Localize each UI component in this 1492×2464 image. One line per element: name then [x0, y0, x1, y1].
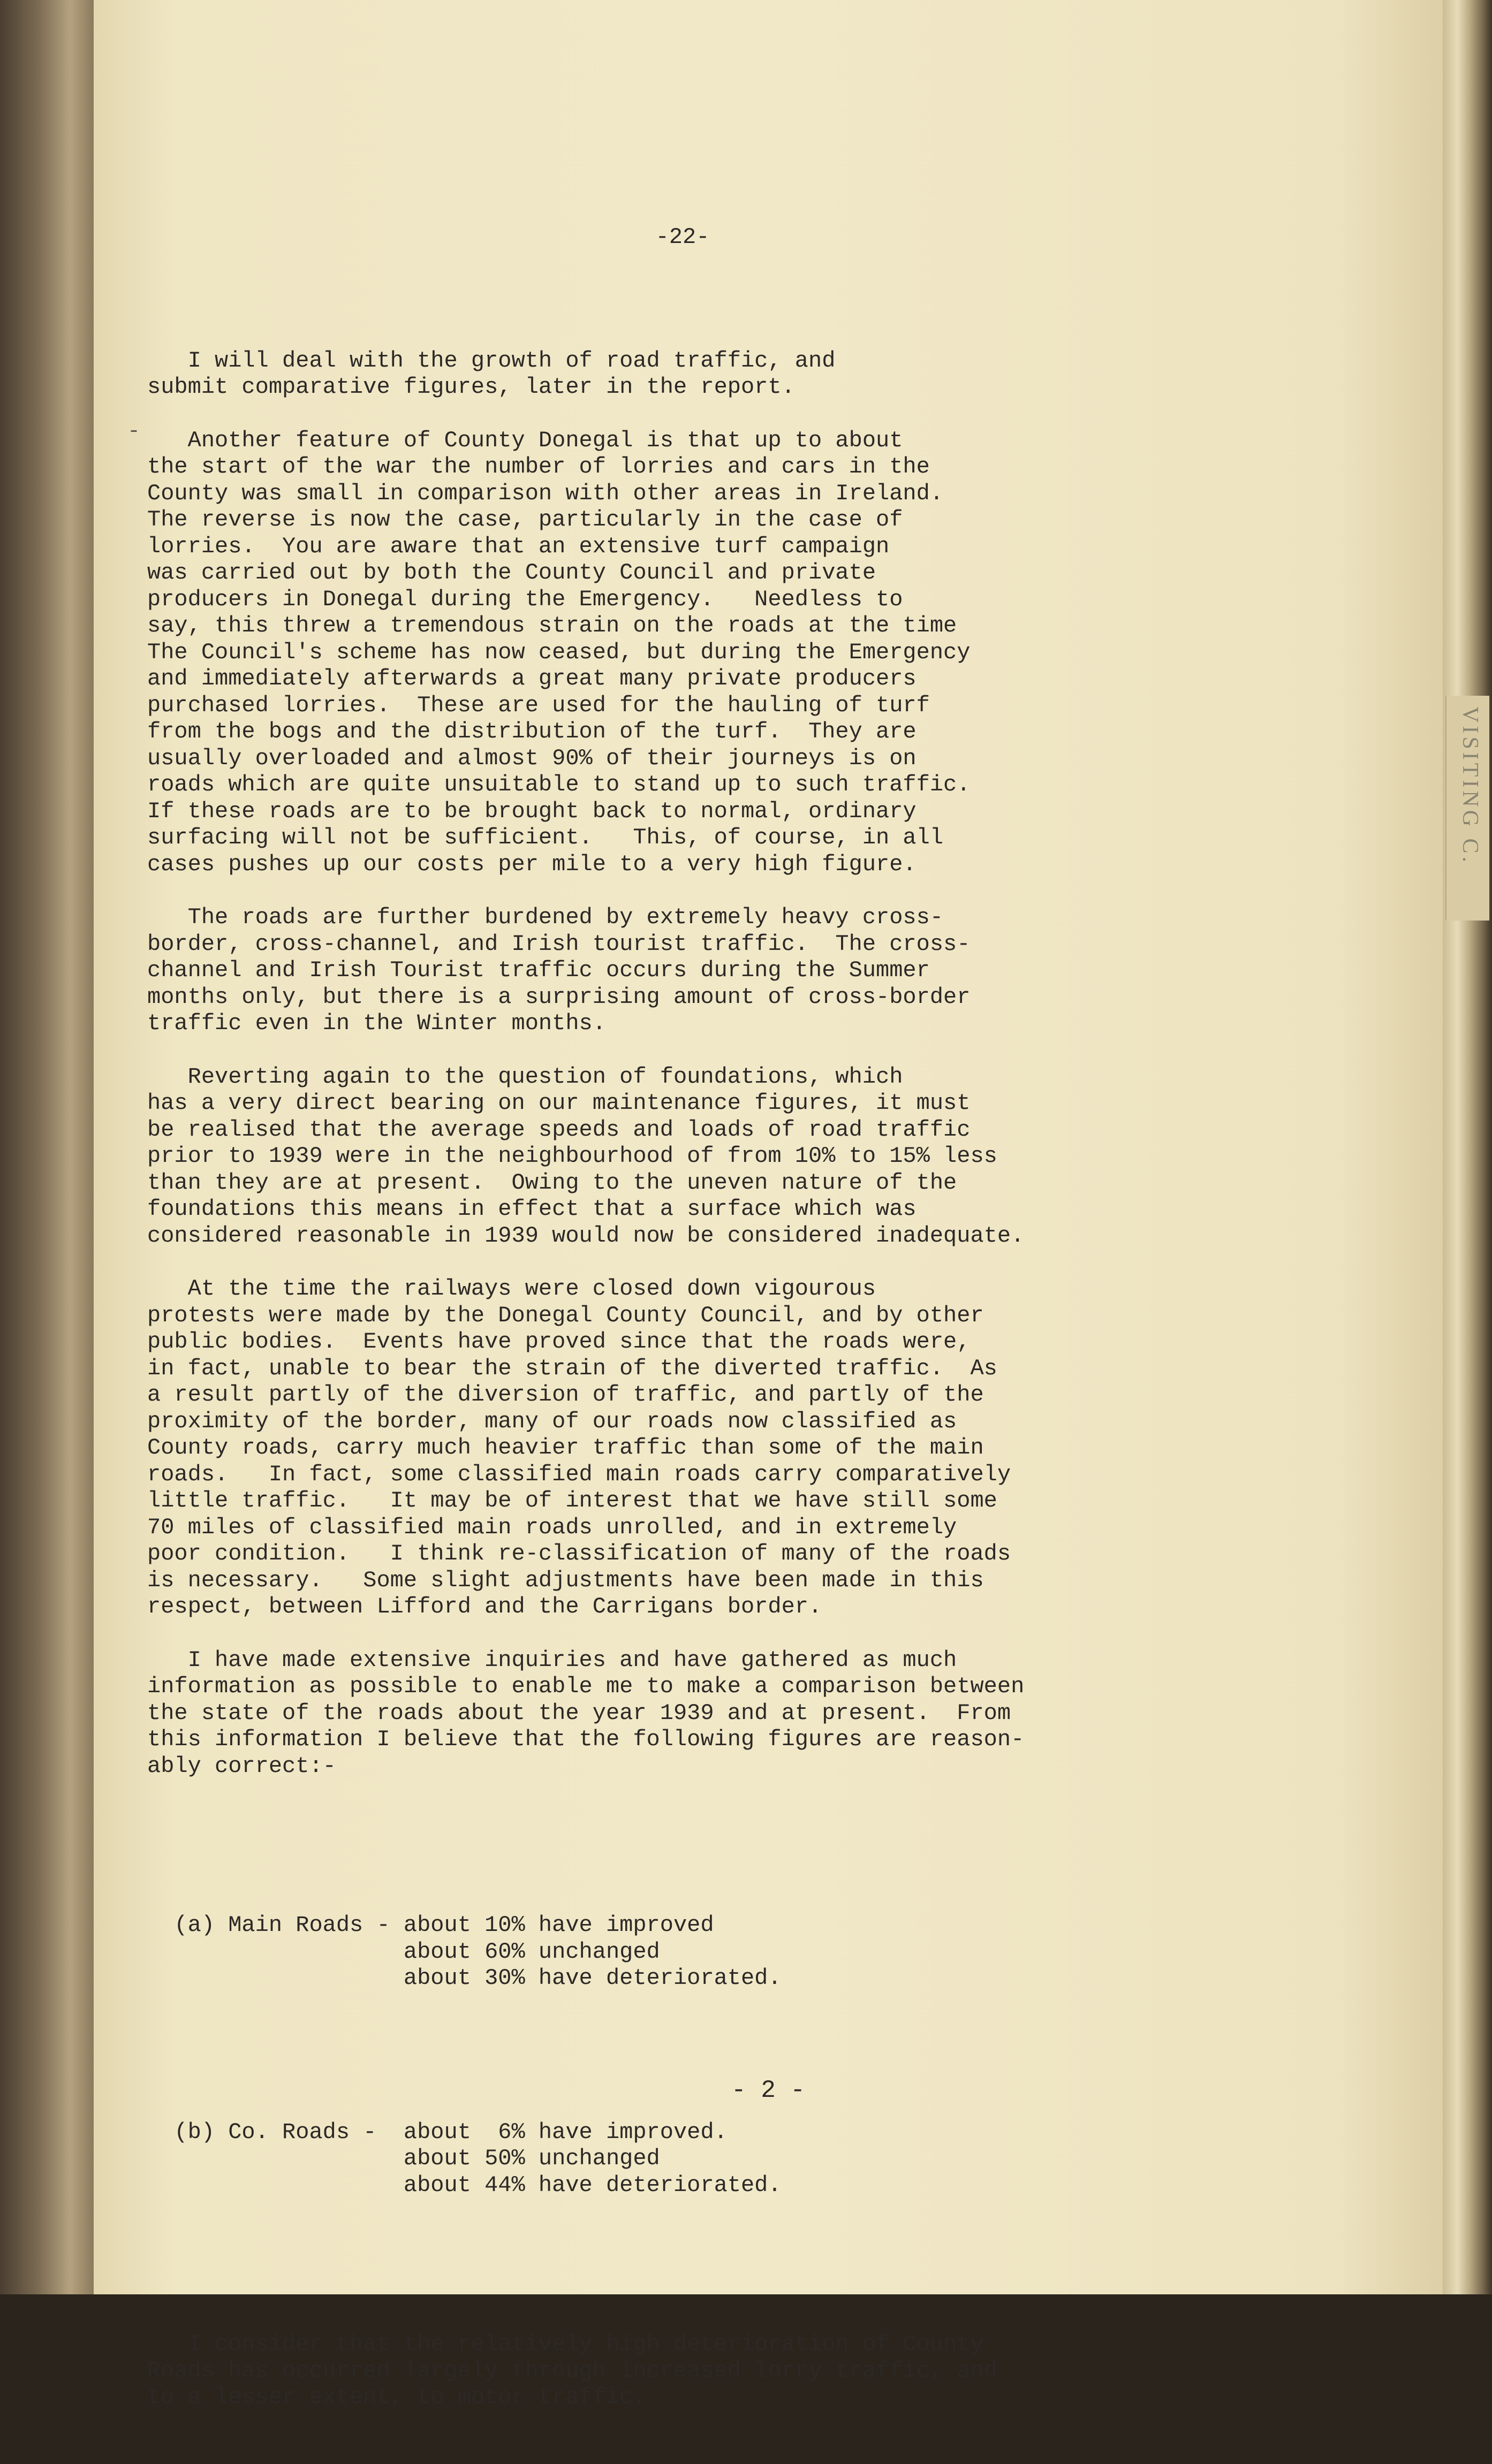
text-line: Another feature of County Donegal is that up to about	[147, 427, 903, 453]
paragraph	[147, 1064, 1218, 1250]
paragraph	[147, 348, 1218, 401]
text-line: the state of the roads about the year 1939 and at present. From	[147, 1700, 1011, 1726]
text-line: this information I believe that the following figures are reason-	[147, 1727, 1025, 1752]
text-line: If these roads are to be brought back to normal, ordinary	[147, 798, 917, 824]
list-line: about 60% unchanged	[147, 1938, 660, 1965]
text-line: I will deal with the growth of road traffic, and	[147, 347, 836, 374]
text-line: information as possible to enable me to make a comparison between	[147, 1674, 1025, 1699]
text-line: lorries. You are aware that an extensive turf campaign	[147, 533, 890, 559]
paragraph	[147, 1276, 1218, 1621]
text-line: Roads has occurred largely through increased lorry traffic, and	[147, 2357, 997, 2384]
text-line: than they are at present. Owing to the uneven nature of the	[147, 1169, 957, 1196]
text-line: and immediately afterwards a great many private producers	[147, 666, 917, 691]
text-line: At the time the railways were closed down vigourous	[147, 1276, 876, 1302]
list-line: about 30% have deteriorated.	[147, 1965, 782, 1991]
margin-mark: -	[127, 420, 141, 444]
index-tab-label: VISITING C.	[1458, 706, 1482, 865]
text-line: County was small in comparison with other areas in Ireland.	[147, 480, 944, 506]
text-line: County roads, carry much heavier traffic than some of the main	[147, 1435, 984, 1461]
text-line: be realised that the average speeds and loads of road traffic	[147, 1116, 971, 1143]
paragraph	[147, 1647, 1218, 1780]
text-line: usually overloaded and almost 90% of their journeys is on	[147, 745, 917, 771]
text-line: Reverting again to the question of foundations, which	[147, 1063, 903, 1090]
text-line: months only, but there is a surprising amount of cross-border	[147, 984, 971, 1010]
text-line: The reverse is now the case, particularly in the case of	[147, 507, 903, 533]
list-line: (a) Main Roads - about 10% have improved	[147, 1912, 714, 1938]
text-line: submit comparative figures, later in the report.	[147, 374, 795, 400]
text-line: cases pushes up our costs per mile to a very high figure.	[147, 851, 917, 877]
list-main-roads	[147, 1912, 1218, 1992]
paragraph	[147, 428, 1218, 878]
left-page-edge	[0, 0, 94, 2294]
text-line: foundations this means in effect that a surface which was	[147, 1196, 917, 1222]
text-line: poor condition. I think re-classification of many of the roads	[147, 1541, 1011, 1566]
list-line: (b) Co. Roads - about 6% have improved.	[147, 2119, 728, 2145]
footer-page-number: - 2 -	[731, 2077, 806, 2104]
text-line: from the bogs and the distribution of the turf. They are	[147, 719, 917, 744]
text-line: border, cross-channel, and Irish tourist traffic. The cross-	[147, 931, 971, 957]
text-line: producers in Donegal during the Emergency. Needless to	[147, 586, 903, 612]
text-line: respect, between Lifford and the Carrigans border.	[147, 1594, 822, 1619]
text-line: has a very direct bearing on our maintenance figures, it must	[147, 1090, 971, 1116]
text-line: considered reasonable in 1939 would now be considered inadequate.	[147, 1222, 1025, 1249]
paragraph	[147, 904, 1218, 1037]
text-line: is necessary. Some slight adjustments have been made in this	[147, 1567, 984, 1593]
text-line: I have made extensive inquiries and have gathered as much	[147, 1647, 957, 1673]
text-line: public bodies. Events have proved since that the roads were,	[147, 1329, 971, 1355]
text-line: traffic even in the Winter months.	[147, 1010, 606, 1036]
text-line: The Council's scheme has now ceased, but during the Emergency	[147, 639, 971, 665]
text-line: a result partly of the diversion of traffic, and partly of the	[147, 1382, 984, 1408]
text-line: proximity of the border, many of our roads now classified as	[147, 1408, 957, 1434]
text-line: ably correct:-	[147, 1753, 336, 1779]
text-line: purchased lorries. These are used for the hauling of turf	[147, 692, 930, 718]
text-line: prior to 1939 were in the neighbourhood of from 10% to 15% less	[147, 1143, 997, 1169]
paragraphs	[147, 348, 1218, 1780]
text-line: the start of the war the number of lorries and cars in the	[147, 454, 930, 480]
list-line: about 44% have deteriorated.	[147, 2172, 782, 2198]
text-line: roads which are quite unsuitable to stand up to such traffic.	[147, 772, 971, 797]
body-text	[147, 171, 1218, 2464]
text-line: roads. In fact, some classified main roads carry comparatively	[147, 1461, 1011, 1487]
closing-paragraph	[147, 2331, 1218, 2411]
text-line: 70 miles of classified main roads unrolled, and in extremely	[147, 1514, 957, 1540]
text-line: little traffic. It may be of interest that we have still some	[147, 1488, 997, 1514]
text-line: say, this threw a tremendous strain on the roads at the time	[147, 613, 957, 638]
text-line: channel and Irish Tourist traffic occurs during the Summer	[147, 957, 930, 983]
text-line: protests were made by the Donegal County Council, and by other	[147, 1302, 984, 1328]
text-line: in fact, unable to bear the strain of the diverted traffic. As	[147, 1355, 997, 1381]
list-line: about 50% unchanged	[147, 2146, 660, 2171]
text-line: surfacing will not be sufficient. This, of course, in all	[147, 825, 944, 850]
text-line: to a lesser extent, to motor traffic.	[147, 2384, 647, 2410]
text-line: The roads are further burdened by extremely heavy cross-	[147, 904, 944, 930]
text-line: I consider that the relatively high deterioration of County	[147, 2331, 984, 2357]
list-county-roads	[147, 2119, 1218, 2199]
header-page-number: -22-	[655, 224, 710, 250]
right-page-edge	[1443, 0, 1492, 2294]
text-line: was carried out by both the County Council and private	[147, 560, 876, 585]
